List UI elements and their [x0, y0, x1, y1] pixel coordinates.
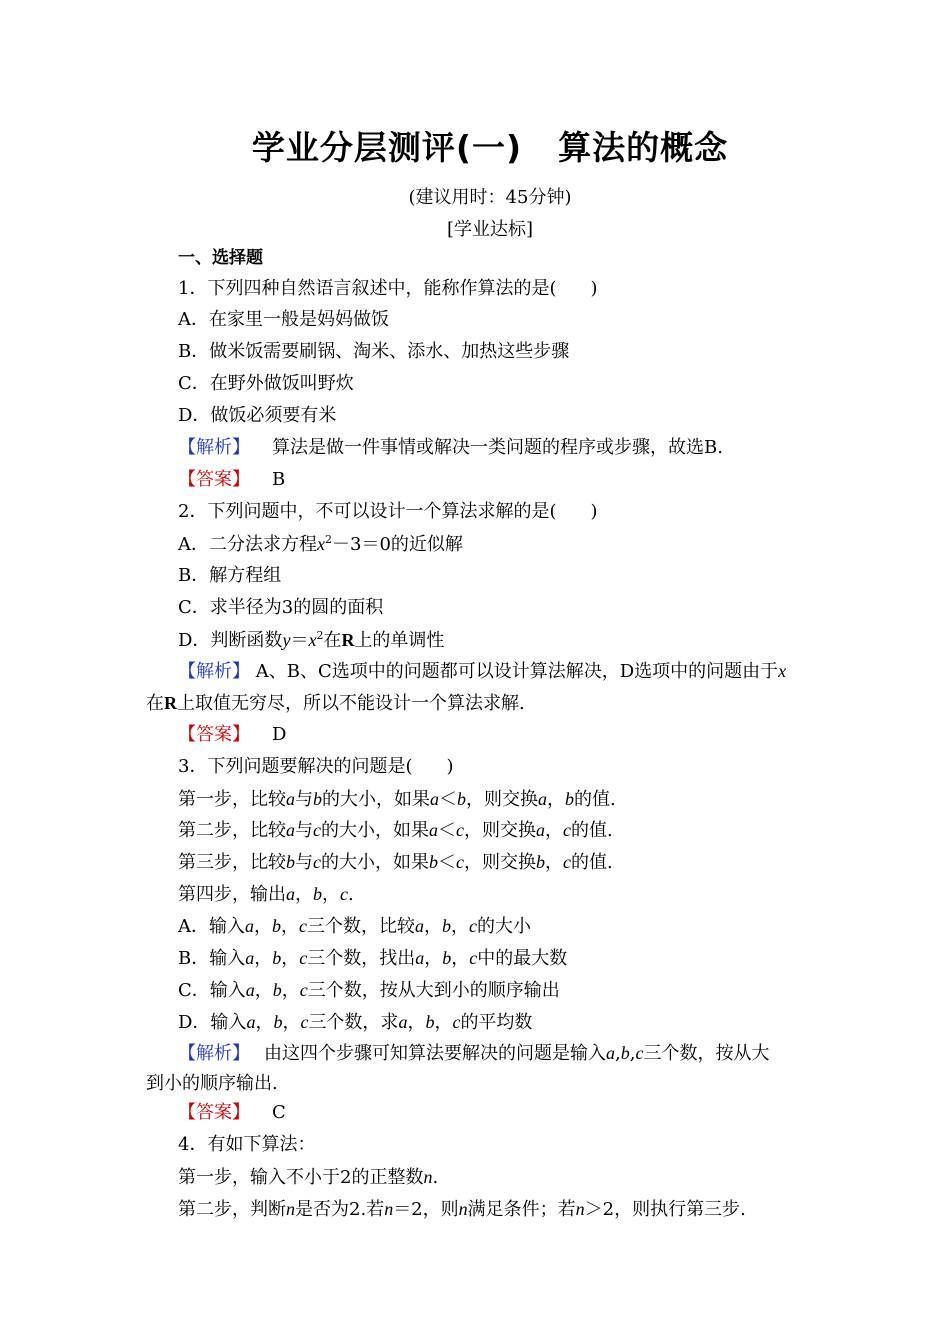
q1-option-d: D．做饭必须要有米 [178, 405, 337, 426]
q4-step-2: 第二步，判断n是否为2.若n＝2，则n满足条件；若n＞2，则执行第三步. [178, 1199, 746, 1220]
answer-tag: 【答案】 [178, 469, 250, 490]
q2-option-a: A．二分法求方程$x^2-3=0$的近似解 [178, 533, 463, 555]
q1-analysis: 【解析】 算法是做一件事情或解决一类问题的程序或步骤，故选B. [178, 437, 723, 458]
analysis-tag: 【解析】 [178, 437, 250, 458]
q3-option-b: B．输入a，b，c三个数，找出a，b，c中的最大数 [178, 948, 568, 969]
question-1-stem: 1．下列四种自然语言叙述中，能称作算法的是( ) [178, 278, 598, 299]
question-3-stem: 3．下列问题要解决的问题是( ) [178, 756, 454, 777]
q2-analysis: 【解析】 A、B、C选项中的问题都可以设计算法解决，D选项中的问题由于x [178, 661, 787, 682]
q2-analysis-cont: 在R上取值无穷尽，所以不能设计一个算法求解. [146, 693, 525, 714]
q1-answer: 【答案】 B [178, 469, 286, 490]
q4-step-1: 第一步，输入不小于2的正整数n. [178, 1167, 439, 1188]
q3-option-c: C．输入a，b，c三个数，按从大到小的顺序输出 [178, 980, 560, 1001]
q3-analysis: 【解析】 由这四个步骤可知算法要解决的问题是输入a,b,c三个数，按从大 [178, 1043, 770, 1064]
q1-option-c: C．在野外做饭叫野炊 [178, 373, 354, 394]
section-heading: 一、选择题 [178, 248, 263, 268]
q3-step-2: 第二步，比较a与c的大小，如果a＜c，则交换a，c的值. [178, 820, 613, 841]
title-main: 学业分层测评(一) [251, 128, 523, 167]
title-sub: 算法的概念 [558, 128, 729, 167]
q3-analysis-cont: 到小的顺序输出. [146, 1073, 278, 1094]
q1-option-b: B．做米饭需要刷锅、淘米、添水、加热这些步骤 [178, 341, 570, 362]
q2-option-b: B．解方程组 [178, 565, 282, 586]
page-title [0, 122, 950, 169]
question-2-stem: 2．下列问题中，不可以设计一个算法求解的是( ) [178, 501, 598, 522]
q3-option-d: D．输入a，b，c三个数，求a，b，c的平均数 [178, 1012, 533, 1033]
q3-step-3: 第三步，比较b与c的大小，如果b＜c，则交换b，c的值. [178, 852, 613, 873]
q3-option-a: A．输入a，b，c三个数，比较a，b，c的大小 [178, 916, 531, 937]
q1-option-a: A．在家里一般是妈妈做饭 [178, 309, 389, 330]
q3-step-4: 第四步，输出a，b，c. [178, 884, 354, 905]
q3-step-1: 第一步，比较a与b的大小，如果a＜b，则交换a，b的值. [178, 789, 616, 810]
level-label: [学业达标] [446, 219, 534, 240]
q2-option-d: D．判断函数$y=x^2$在R上的单调性 [178, 629, 445, 651]
q2-answer: 【答案】 D [178, 724, 287, 745]
q2-option-c: C．求半径为3的圆的面积 [178, 597, 384, 618]
question-4-stem: 4．有如下算法： [178, 1134, 316, 1155]
q3-answer: 【答案】 C [178, 1102, 286, 1123]
time-note: (建议用时：45分钟) [408, 187, 572, 208]
